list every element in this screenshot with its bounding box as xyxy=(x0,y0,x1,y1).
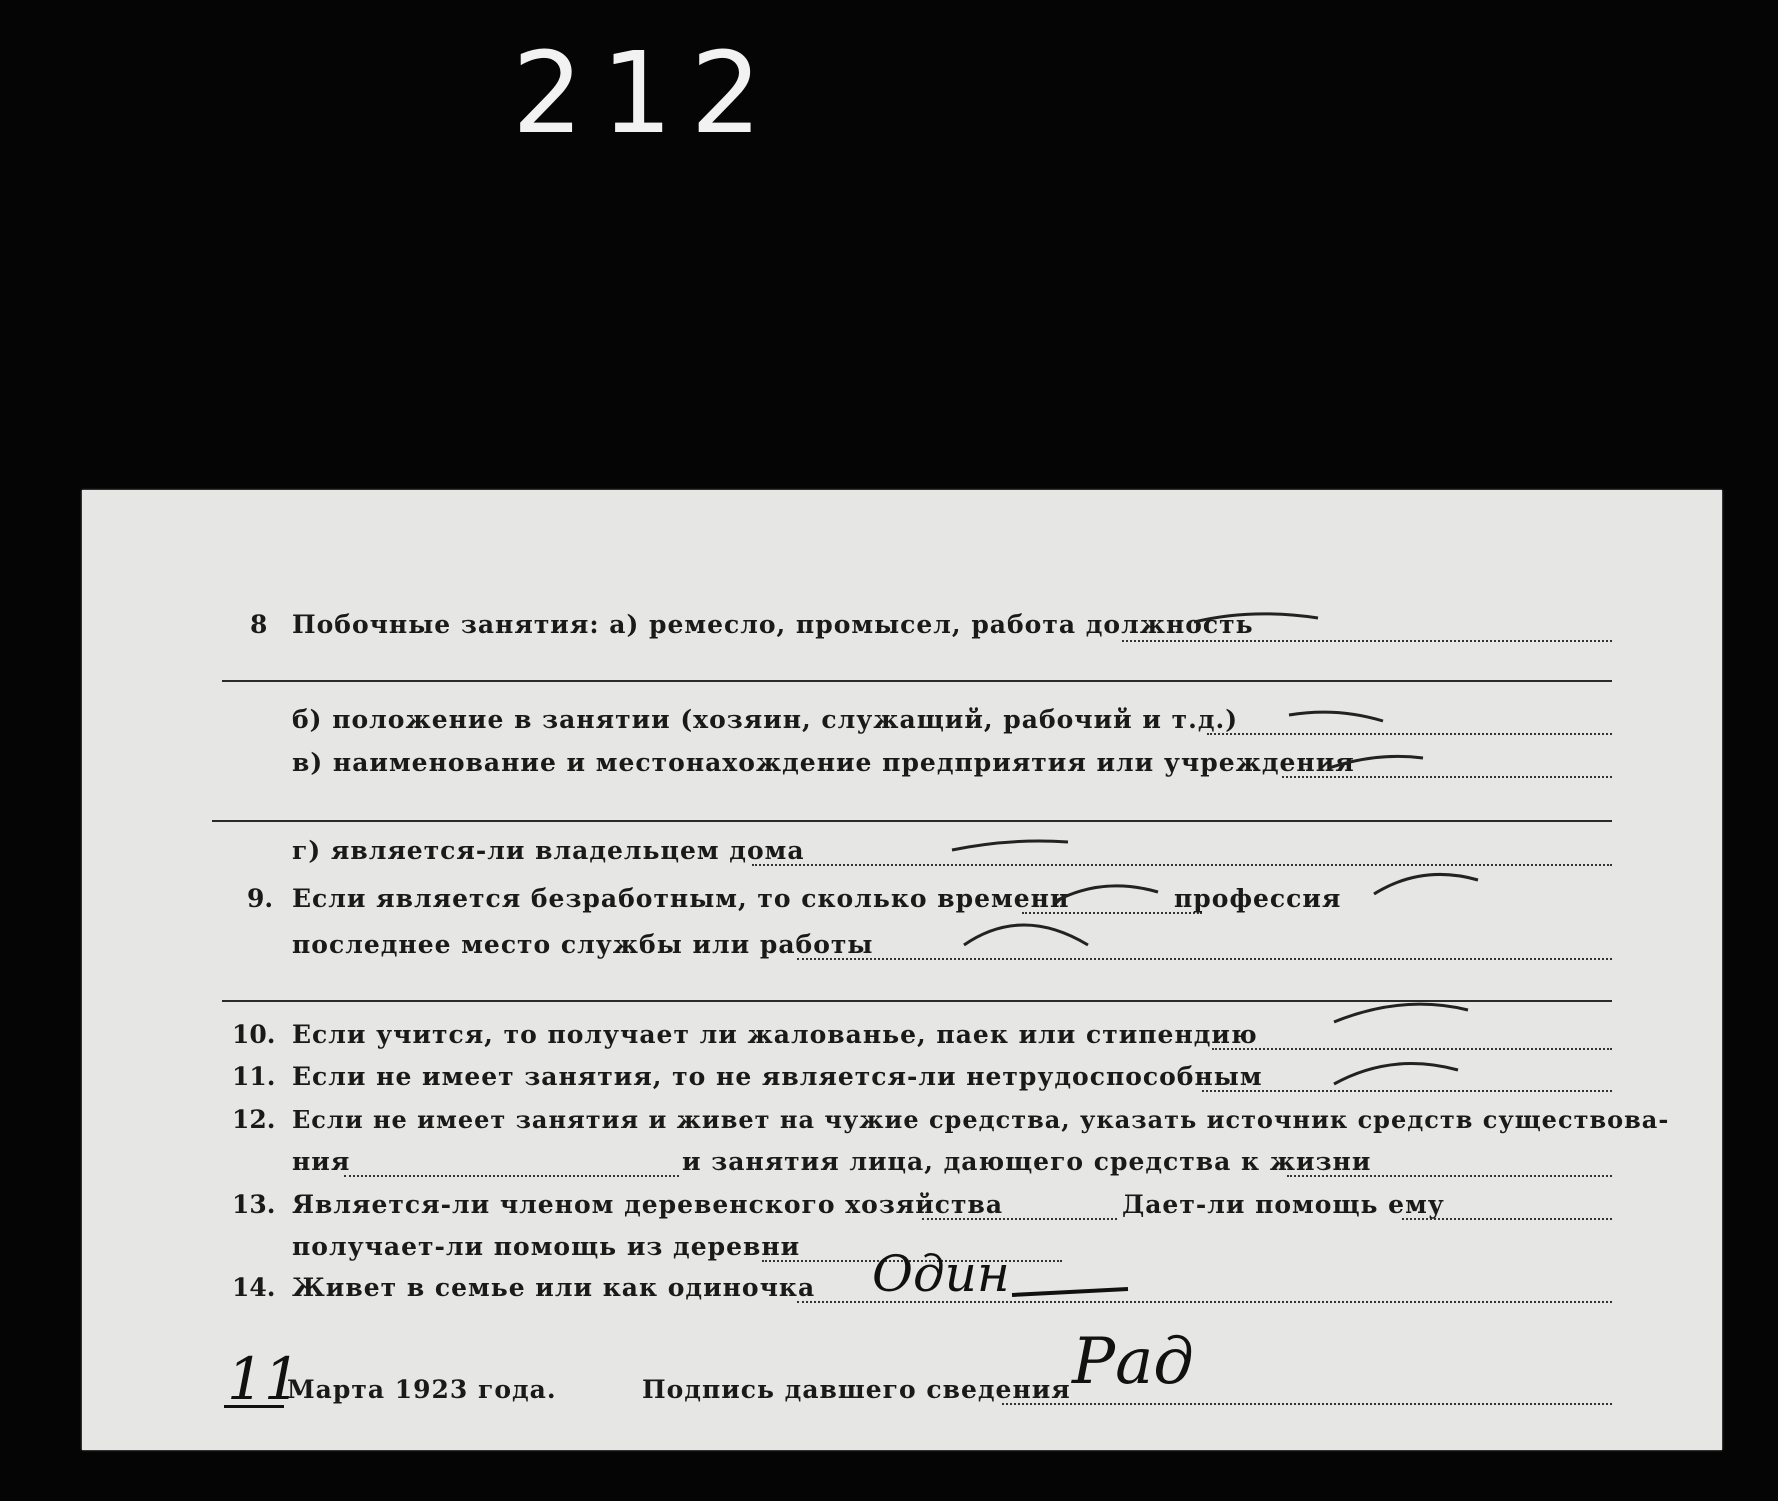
answer-stroke xyxy=(1012,1285,1132,1305)
question-12-text: Если не имеет занятия и живет на чужие средства, указать источник средств существова- xyxy=(292,1105,1670,1134)
answer-dash-mark xyxy=(1287,707,1387,727)
signature-line xyxy=(1002,1403,1612,1405)
answer-line xyxy=(1287,1175,1612,1177)
question-12-text-second: и занятия лица, дающего средства к жизни xyxy=(682,1147,1372,1176)
answer-line xyxy=(922,1218,1117,1220)
date-text: Марта 1923 года. xyxy=(287,1375,557,1404)
handwritten-day: 11 xyxy=(227,1345,301,1413)
answer-line xyxy=(752,864,1612,866)
question-8b-text: б) положение в занятии (хозяин, служащий, рабочий и т.д.) xyxy=(292,705,1239,734)
question-10-number: 10. xyxy=(232,1020,276,1049)
day-underline xyxy=(224,1405,284,1408)
question-12-number: 12. xyxy=(232,1105,276,1134)
rule-line xyxy=(222,680,1612,682)
answer-line xyxy=(797,958,1612,960)
question-14-handwritten-answer: Один xyxy=(872,1245,1010,1303)
answer-line xyxy=(1202,1090,1612,1092)
question-12-text-cont: ния xyxy=(292,1147,351,1176)
question-9-profession-label: профессия xyxy=(1174,884,1342,913)
answer-line xyxy=(1212,1048,1612,1050)
answer-dash-mark xyxy=(1332,998,1472,1028)
archive-number: 212 xyxy=(512,29,780,159)
question-14-number: 14. xyxy=(232,1273,276,1302)
question-9-last-job-text: последнее место службы или работы xyxy=(292,930,874,959)
question-8-number: 8 xyxy=(250,610,268,639)
question-13-help-label: Дает-ли помощь ему xyxy=(1122,1190,1445,1219)
question-13-text-cont: получает-ли помощь из деревни xyxy=(292,1232,801,1261)
answer-dash-mark xyxy=(1332,1058,1462,1088)
signature-label: Подпись давшего сведения xyxy=(642,1375,1071,1404)
answer-dash-mark xyxy=(1372,870,1482,900)
answer-dash-mark xyxy=(1052,880,1162,906)
question-13-number: 13. xyxy=(232,1190,276,1219)
question-9-number: 9. xyxy=(247,884,274,913)
handwritten-signature: Рад xyxy=(1072,1325,1194,1399)
answer-dash-mark xyxy=(950,834,1070,854)
answer-line xyxy=(1207,733,1612,735)
answer-line xyxy=(344,1175,679,1177)
answer-line xyxy=(1122,640,1612,642)
question-9-text: Если является безработным, то сколько времени xyxy=(292,884,1070,913)
question-14-text: Живет в семье или как одиночка xyxy=(292,1273,816,1302)
question-11-text: Если не имеет занятия, то не является-ли нетрудоспособным xyxy=(292,1062,1263,1091)
answer-dash-mark xyxy=(962,915,1092,955)
question-11-number: 11. xyxy=(232,1062,276,1091)
answer-line xyxy=(1282,776,1612,778)
answer-line xyxy=(1402,1218,1612,1220)
questionnaire-card xyxy=(82,490,1722,1450)
question-8a-text: Побочные занятия: а) ремесло, промысел, работа должность xyxy=(292,610,1254,639)
answer-dash-mark xyxy=(1327,752,1427,772)
answer-dash-mark xyxy=(1192,608,1322,628)
question-10-text: Если учится, то получает ли жалованье, паек или стипендию xyxy=(292,1020,1258,1049)
question-13-text: Является-ли членом деревенского хозяйства xyxy=(292,1190,1004,1219)
question-8v-text: в) наименование и местонахождение предприятия или учреждения xyxy=(292,748,1355,777)
rule-line xyxy=(212,820,1612,822)
question-8g-text: г) является-ли владельцем дома xyxy=(292,836,805,865)
